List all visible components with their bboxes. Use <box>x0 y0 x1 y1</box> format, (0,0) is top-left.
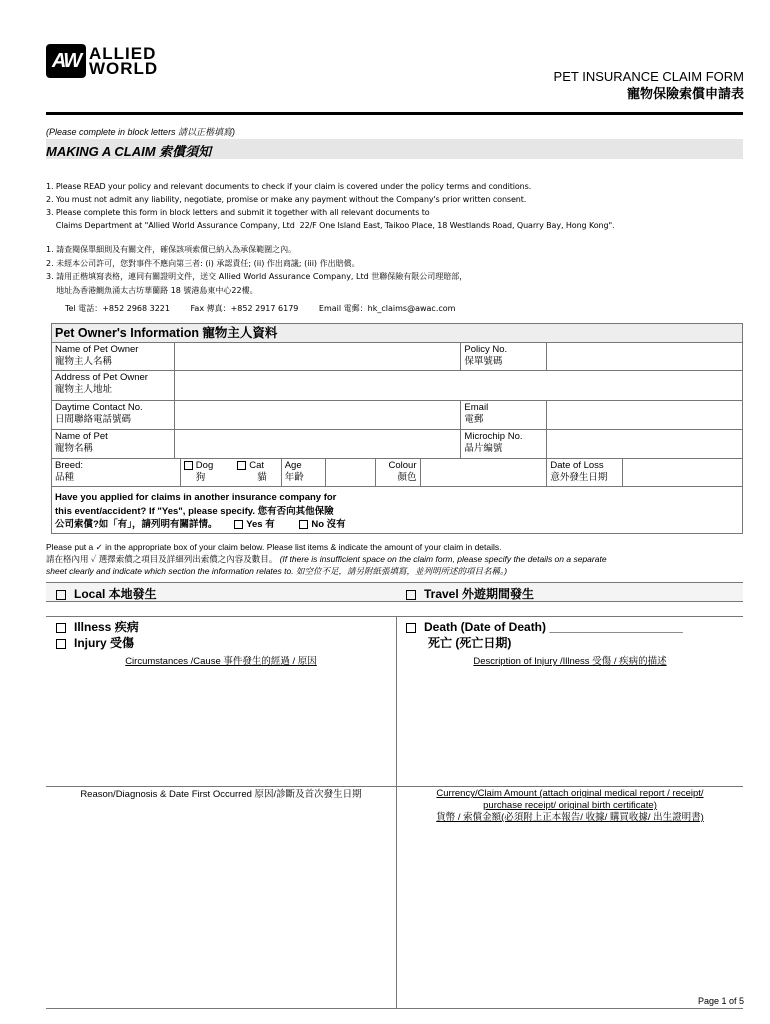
no-checkbox[interactable]: No 沒有 <box>299 519 345 530</box>
description-field[interactable] <box>399 670 741 784</box>
other-insurance-question: Have you applied for claims in another insurance company for this event/accident? If "Yes", please specify. 您有否向其他保險 公司索償?如「有」，請列明有關詳情。 Yes 有 No 沒有 <box>52 487 743 534</box>
company-logo <box>46 44 158 78</box>
dog-checkbox[interactable]: Dog 狗 <box>180 459 234 487</box>
cat-checkbox[interactable]: Cat 貓 <box>234 459 281 487</box>
steps-english <box>46 180 615 232</box>
death-checkbox[interactable] <box>406 623 416 633</box>
page-number: Page 1 of 5 <box>697 996 744 1006</box>
divider-middle <box>46 786 743 787</box>
description-label: Description of Injury /Illness 受傷 / 疾病的描述 <box>473 656 667 667</box>
owner-address-label: Address of Pet Owner 寵物主人地址 <box>52 371 175 401</box>
logo-line-1: ALLIED <box>89 44 157 63</box>
microchip-label: Microchip No. 晶片編號 <box>461 430 547 459</box>
illness-option[interactable]: Illness 疾病 <box>56 620 139 635</box>
date-of-loss-label: Date of Loss 意外發生日期 <box>547 459 623 487</box>
yes-checkbox-box[interactable] <box>234 520 243 529</box>
illness-checkbox[interactable] <box>56 623 66 633</box>
step-zh-1: 1. 請查閱保單細則及有關文件，確保該項索償已納入為承保範圍之內。 <box>46 245 297 254</box>
dog-checkbox-box[interactable] <box>184 461 193 470</box>
note-line-2: 請在格內用 ✓ 選擇索償之項目及詳細列出索償之內容及數目。 (If there is insufficient space on the claim form, please specify the details on a separate <box>46 554 607 564</box>
logo-text <box>89 46 158 76</box>
policy-no-label: Policy No. 保單號碼 <box>461 343 547 371</box>
logo-line-2: WORLD <box>89 59 159 78</box>
step-en-2: 2. You must not admit any liability, negotiate, promise or make any payment without the Company's prior written consent. <box>46 195 527 204</box>
logo-mark: AW <box>46 44 86 78</box>
microchip-field[interactable] <box>547 430 743 459</box>
daytime-phone-field[interactable] <box>174 401 461 430</box>
block-letters-instruction: (Please complete in block letters 請以正楷填寫) <box>46 127 236 137</box>
daytime-phone-label: Daytime Contact No. 日間聯絡電話號碼 <box>52 401 175 430</box>
amount-label: Currency/Claim Amount (attach original medical report / receipt/ purchase receipt/ original birth certificate) 貨幣 / 索償金額(必須附上正本報告/ 收據/ 購買收據/ 出生證明書) <box>436 788 704 823</box>
step-en-1: 1. Please READ your policy and relevant documents to check if your claim is covered under the policy terms and conditions. <box>46 182 532 191</box>
steps-chinese <box>46 243 467 297</box>
contact-email: Email 電郵：hk_claims@awac.com <box>318 304 456 313</box>
owner-section-header: Pet Owner's Information 寵物主人資料 <box>52 324 743 343</box>
location-section <box>46 582 743 602</box>
cat-checkbox-box[interactable] <box>237 461 246 470</box>
email-field[interactable] <box>547 401 743 430</box>
title-en: PET INSURANCE CLAIM FORM <box>553 69 744 84</box>
local-option[interactable]: Local 本地發生 <box>56 585 157 602</box>
making-claim-heading: MAKING A CLAIM 索償須知 <box>46 139 743 159</box>
age-label: Age 年齡 <box>281 459 325 487</box>
divider-bottom <box>46 1008 743 1009</box>
reason-field[interactable] <box>48 806 394 1006</box>
death-option[interactable]: Death (Date of Death) ____________________ <box>406 620 683 635</box>
no-checkbox-box[interactable] <box>299 520 308 529</box>
breed-label: Breed: 品種 <box>52 459 181 487</box>
colour-field[interactable] <box>420 459 547 487</box>
step-zh-3: 3. 請用正楷填寫表格，連同有關證明文件，送交 Allied World Assurance Company, Ltd 世聯保險有限公司理賠部， <box>46 272 468 281</box>
owner-name-field[interactable] <box>174 343 461 371</box>
yes-checkbox[interactable]: Yes 有 <box>234 519 275 530</box>
step-zh-2: 2. 未經本公司許可，您對事件不應向第三者: (i) 承認責任; (ii) 作出商議; (iii) 作出賠償。 <box>46 258 360 268</box>
note-line-3: sheet clearly and indicate which section the information relates to. 如空位不足，請另附紙張填寫，並列明所述的項目名稱。) <box>46 566 508 576</box>
circumstances-field[interactable] <box>48 670 394 784</box>
travel-option[interactable]: Travel 外遊期間發生 <box>406 585 534 602</box>
contact-tel: Tel 電話：+852 2968 3221 <box>65 304 170 313</box>
death-zh-label: 死亡 (死亡日期) <box>428 636 512 650</box>
owner-name-label: Name of Pet Owner 寵物主人名稱 <box>52 343 175 371</box>
claim-details-area <box>46 616 743 1018</box>
pet-name-field[interactable] <box>174 430 461 459</box>
reason-label: Reason/Diagnosis & Date First Occurred 原因/診斷及首次發生日期 <box>80 789 362 800</box>
step-zh-4: 地址為香港鰂魚涌太古坊華蘭路 18 號港島東中心22樓。 <box>46 285 258 295</box>
form-title <box>554 68 744 102</box>
pet-owner-table <box>51 323 743 534</box>
policy-no-field[interactable] <box>547 343 743 371</box>
injury-option[interactable]: Injury 受傷 <box>56 636 134 651</box>
circumstances-label: Circumstances /Cause 事件發生的經過 / 原因 <box>125 656 317 667</box>
title-zh: 寵物保險索償申請表 <box>626 86 744 101</box>
local-checkbox[interactable] <box>56 590 66 600</box>
pet-name-label: Name of Pet 寵物名稱 <box>52 430 175 459</box>
date-of-loss-field[interactable] <box>623 459 743 487</box>
age-field[interactable] <box>325 459 375 487</box>
colour-label: Colour 顏色 <box>375 459 420 487</box>
header-rule <box>46 112 743 115</box>
note-line-1: Please put a ✓ in the appropriate box of your claim below. Please list items & indicate the amount of your claim in details. <box>46 542 502 552</box>
step-en-3: 3. Please complete this form in block letters and submit it together with all relevant documents to <box>46 208 430 217</box>
email-label: Email 電郵 <box>461 401 547 430</box>
owner-address-field[interactable] <box>174 371 742 401</box>
contact-info <box>65 303 473 314</box>
travel-checkbox[interactable] <box>406 590 416 600</box>
step-en-4: Claims Department at "Allied World Assurance Company, Ltd 22/F One Island East, Taikoo Place, 18 Westlands Road, Quarry Bay, Hong Kong". <box>46 221 615 230</box>
divider-top <box>46 616 743 617</box>
claim-instructions <box>46 541 746 577</box>
amount-field[interactable] <box>399 828 741 1006</box>
contact-fax: Fax 傳真：+852 2917 6179 <box>190 304 299 313</box>
injury-checkbox[interactable] <box>56 639 66 649</box>
